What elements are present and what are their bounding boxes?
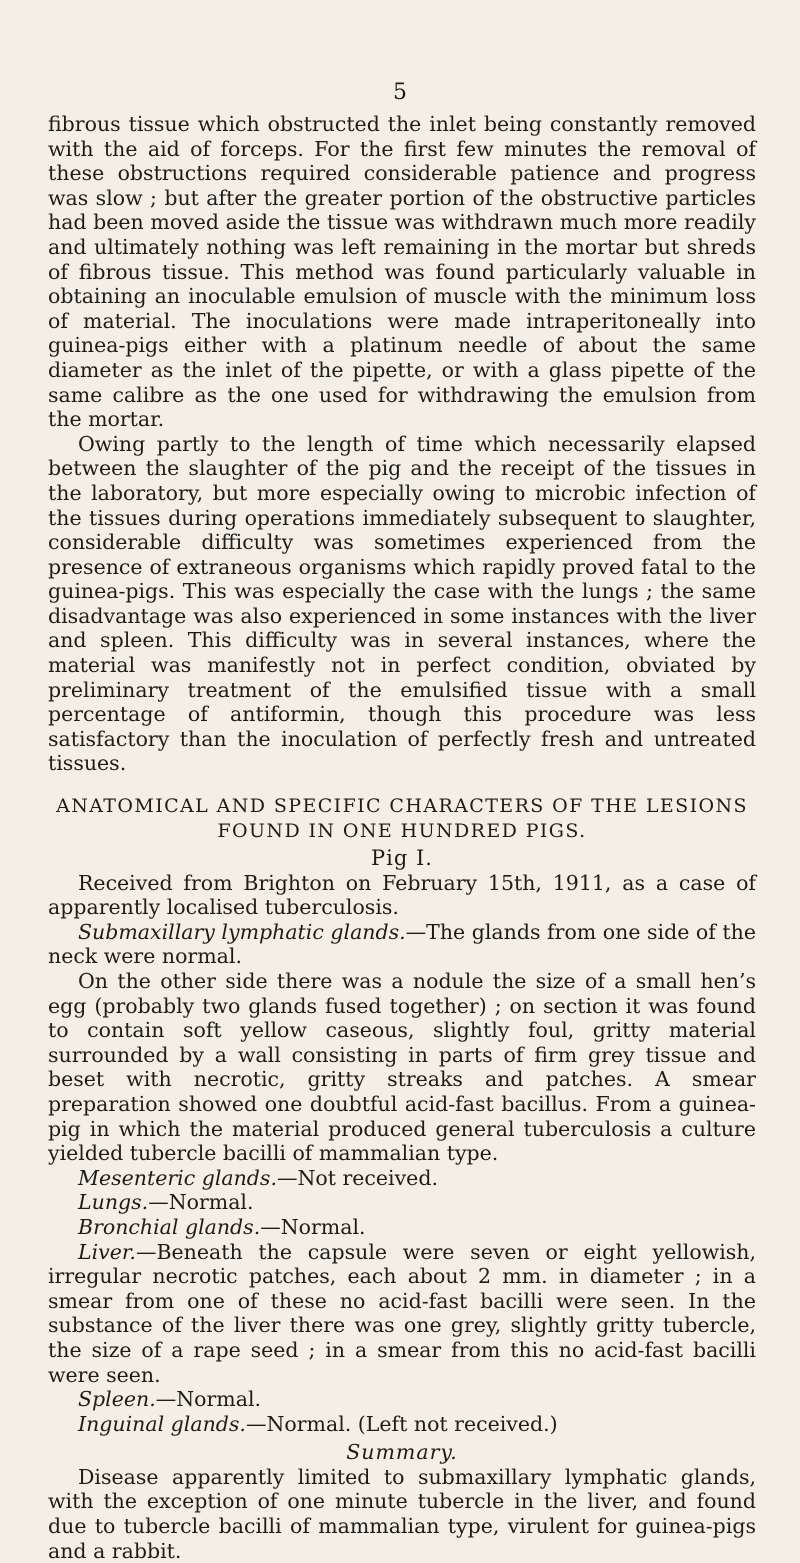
entry-text: —Normal.: [148, 1190, 254, 1215]
entry-label: Liver.: [78, 1239, 136, 1264]
entry-label: Submaxillary lymphatic glands.: [78, 919, 406, 944]
section-heading: ANATOMICAL AND SPECIFIC CHARACTERS OF THE LESIONS FOUND IN ONE HUNDRED PIGS.: [56, 795, 748, 843]
text-column: [48, 112, 756, 1563]
entry-mesenteric: [48, 1166, 756, 1191]
entry-liver: [48, 1240, 756, 1388]
entry-text: —Beneath the capsule were seven or eight yellowish, irregular necrotic patches, each about 2 mm. in diameter ; in a smear from one of these no acid-fast bacilli were seen. In the substance of the liver there was one grey, slightly gritty tubercle, the size of a rape seed ; in a smear from this no acid-fast bacilli were seen.: [48, 1239, 756, 1387]
entry-label: Mesenteric glands.: [78, 1165, 277, 1190]
entry-lungs: [48, 1190, 756, 1215]
entry-bronchial: [48, 1215, 756, 1240]
entry-other-side: On the other side there was a nodule the size of a small hen’s egg (probably two glands fused together) ; on section it was found to contain soft yellow caseous, slightly foul, gritty material surrounded by a wall consisting in parts of firm grey tissue and beset with necrotic, gritty streaks and patches. A smear preparation showed one doubtful acid-fast bacillus. From a guinea-pig in which the material produced general tuberculosis a culture yielded tubercle bacilli of mammalian type.: [48, 969, 756, 1166]
entry-text: —Not received.: [276, 1165, 438, 1190]
entry-text: —Normal. (Left not received.): [245, 1411, 558, 1436]
entry-label: Spleen.: [78, 1387, 156, 1412]
paragraph-2: Owing partly to the length of time which necessarily elapsed between the slaughter of the pig and the receipt of the tissues in the laboratory, but more especially owing to microbic infection of the tissues during operations immediately subsequent to slaughter, considerable difficulty was sometimes experienced from the presence of extraneous organisms which rapidly proved fatal to the guinea-pigs. This was especially the case with the lungs ; the same disadvantage was also experienced in some instances with the liver and spleen. This difficulty was in several instances, where the material was manifestly not in perfect condition, obviated by preliminary treatment of the emulsified tissue with a small percentage of antiformin, though this procedure was less satisfactory than the inoculation of perfectly fresh and untreated tissues.: [48, 431, 756, 776]
pig-title: Pig I.: [371, 846, 433, 871]
received-line: Received from Brighton on February 15th, 1911, as a case of apparently localised tuberculosis.: [48, 870, 756, 920]
entry-text: —Normal.: [155, 1387, 262, 1412]
entry-spleen: [48, 1387, 756, 1412]
page-number: 5: [393, 80, 407, 105]
entry-text: —The glands from one side of the neck were normal.: [48, 919, 756, 969]
entry-text: —Normal.: [260, 1214, 366, 1239]
entry-submaxillary: [48, 920, 756, 969]
paragraph-1: fibrous tissue which obstructed the inlet being constantly removed with the aid of forceps. For the first few minutes the removal of these obstructions required considerable patience and progress was slow ; but after the greater portion of the obstructive particles had been moved aside the tissue was withdrawn much more readily and ultimately nothing was left remaining in the mortar but shreds of fibrous tissue. This method was found particularly valuable in obtaining an inoculable emulsion of muscle with the minimum loss of material. The inoculations were made intraperitoneally into guinea-pigs either with a platinum needle of about the same diameter as the inlet of the pipette, or with a glass pipette of the same calibre as the one used for withdrawing the emulsion from the mortar.: [48, 112, 756, 432]
entry-label: Bronchial glands.: [78, 1214, 261, 1239]
summary-title: Summary.: [346, 1440, 458, 1465]
entry-label: Lungs.: [78, 1190, 149, 1215]
entry-label: Inguinal glands.: [78, 1411, 246, 1436]
entry-inguinal: [48, 1412, 756, 1437]
summary-text: Disease apparently limited to submaxillary lymphatic glands, with the exception of one minute tubercle in the liver, and found due to tubercle bacilli of mammalian type, virulent for guinea-pigs and a rabbit.: [48, 1464, 756, 1563]
